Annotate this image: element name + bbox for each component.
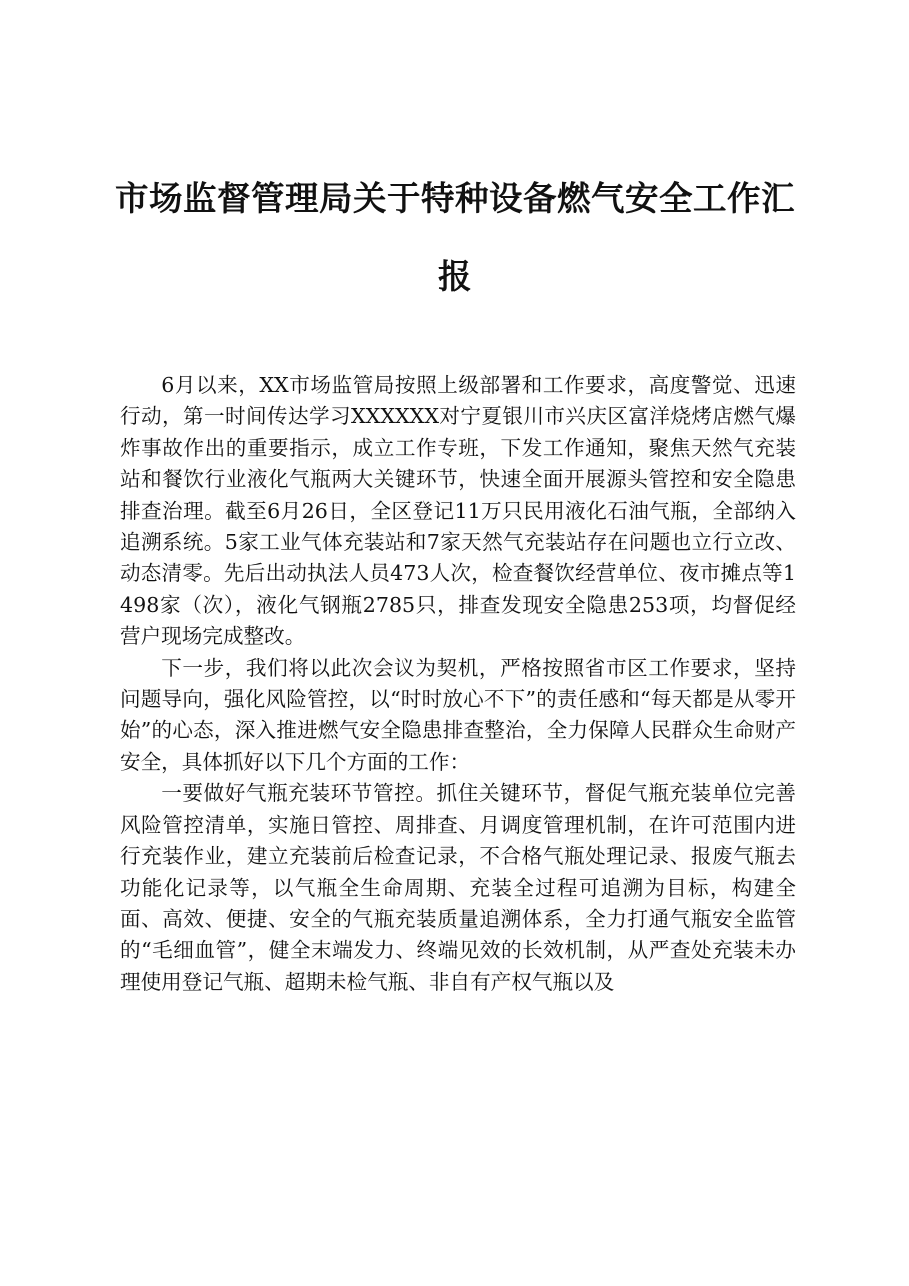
paragraph-2: 下一步，我们将以此次会议为契机，严格按照省市区工作要求，坚持问题导向，强化风险管控，以“时时放心不下”的责任感和“每天都是从零开始”的心态，深入推进燃气安全隐患排查整治，全力保障人民群众生命财产安全，具体抓好以下几个方面的工作：	[120, 655, 796, 774]
document-body	[120, 370, 796, 998]
paragraph-1: 6月以来，XX市场监管局按照上级部署和工作要求，高度警觉、迅速行动，第一时间传达学习XXXXXX对宁夏银川市兴庆区富洋烧烤店燃气爆炸事故作出的重要指示，成立工作专班，下发工作通知，聚焦天然气充装站和餐饮行业液化气瓶两大关键环节，快速全面开展源头管控和安全隐患排查治理。截至6月26日，全区登记11万只民用液化石油气瓶，全部纳入追溯系统。5家工业气体充装站和7家天然气充装站存在问题也立行立改、动态清零。先后出动执法人员473人次，检查餐饮经营单位、夜市摊点等1498家（次），液化气钢瓶2785只，排查发现安全隐患253项，均督促经营户现场完成整改。	[120, 373, 796, 649]
document-title: 市场监督管理局关于特种设备燃气安全工作汇报	[115, 179, 795, 296]
paragraph-3: 一要做好气瓶充装环节管控。抓住关键环节，督促气瓶充装单位完善风险管控清单，实施日管控、周排查、月调度管理机制，在许可范围内进行充装作业，建立充装前后检查记录，不合格气瓶处理记录、报废气瓶去功能化记录等，以气瓶全生命周期、充装全过程可追溯为目标，构建全面、高效、便捷、安全的气瓶充装质量追溯体系，全力打通气瓶安全监管的“毛细血管”，健全末端发力、终端见效的长效机制，从严查处充装未办理使用登记气瓶、超期未检气瓶、非自有产权气瓶以及	[120, 781, 796, 994]
